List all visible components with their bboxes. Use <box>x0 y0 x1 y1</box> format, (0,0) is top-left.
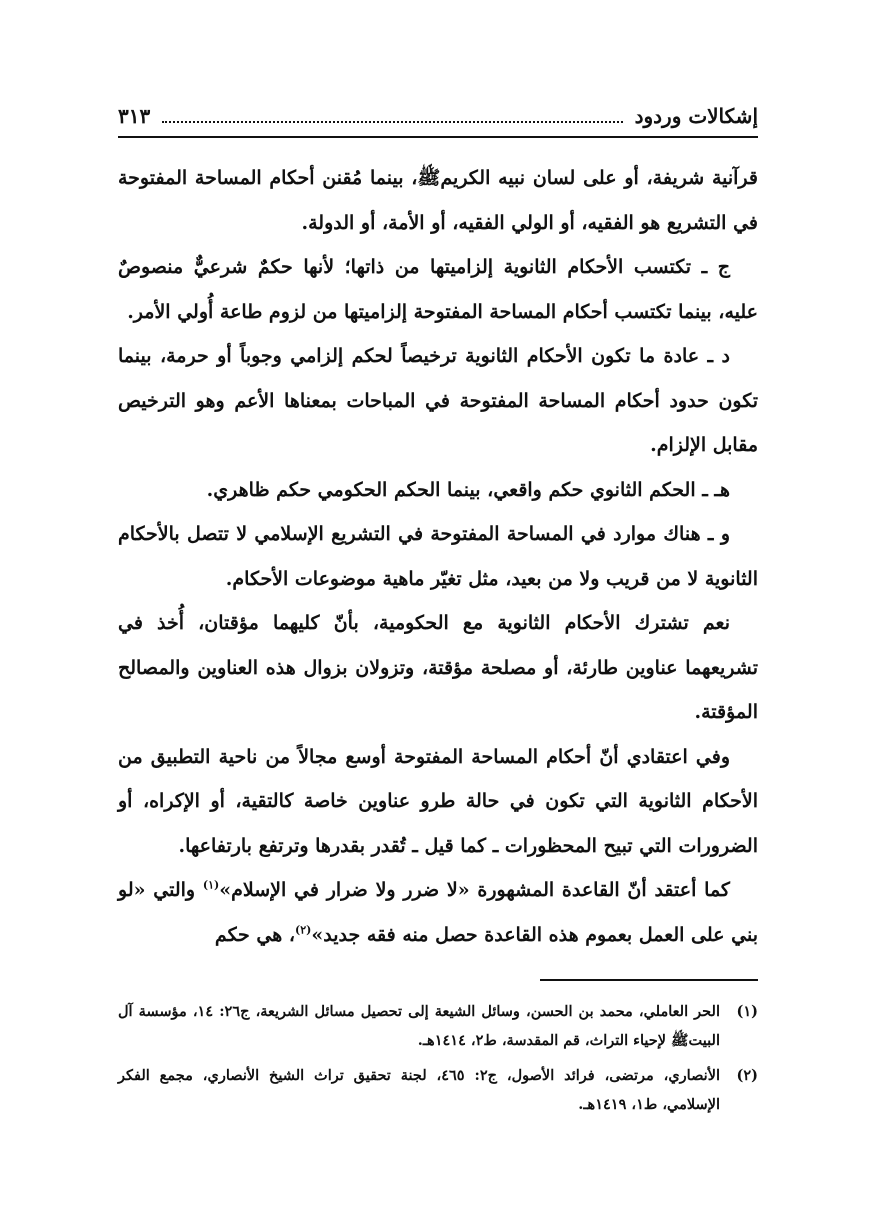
footnote-item <box>118 1061 758 1119</box>
footnote-item <box>118 997 758 1055</box>
paragraph-dal: د ـ عادة ما تكون الأحكام الثانوية ترخيصاً لحكم إلزامي وجوباً أو حرمة، بينما تكون حدود أحكام المساحة المفتوحة في المباحات بمعناها الأعم وهو الترخيص مقابل الإلزام. <box>118 345 758 456</box>
book-page <box>118 96 758 1125</box>
footnote-text: الأنصاري، مرتضى، فرائد الأصول، ج٢: ٤٦٥، لجنة تحقيق تراث الشيخ الأنصاري، مجمع الفكر الإسلامي، ط١، ١٤١٩هـ. <box>118 1067 720 1113</box>
footnote-ref-2[interactable]: (٢) <box>295 923 312 937</box>
footnotes <box>118 997 758 1119</box>
footnote-number: (٢) <box>736 1067 758 1084</box>
footnote-number: (١) <box>736 1003 758 1020</box>
body-text <box>118 156 758 957</box>
footnote-text: الحر العاملي، محمد بن الحسن، وسائل الشيعة إلى تحصيل مسائل الشريعة، ج٢٦: ١٤، مؤسسة آل البيتﷺ لإحياء التراث، قم المقدسة، ط٢، ١٤١٤هـ. <box>118 1003 720 1049</box>
no-harm-text-1: كما أعتقد أنّ القاعدة المشهورة «لا ضرر ولا ضرار في الإسلام» <box>219 879 730 901</box>
no-harm-text-2: والتي «لو بني على العمل بعموم هذه القاعدة حصل منه فقه جديد» <box>118 879 758 946</box>
paragraph-continuation: قرآنية شريفة، أو على لسان نبيه الكريمﷺ، بينما مُقنن أحكام المساحة المفتوحة في التشريع هو الفقيه، أو الولي الفقيه، أو الأمة، أو الدولة. <box>118 167 758 234</box>
paragraph-jim: ج ـ تكتسب الأحكام الثانوية إلزاميتها من ذاتها؛ لأنها حكمٌ شرعيٌّ منصوصٌ عليه، بينما تكتسب أحكام المساحة المفتوحة إلزاميتها من لزوم طاعة أُولي الأمر. <box>118 256 758 323</box>
footnote-divider <box>540 979 758 981</box>
paragraph-ha: هـ ـ الحكم الثانوي حكم واقعي، بينما الحكم الحكومي حكم ظاهري. <box>206 478 730 501</box>
header-title: إشكالات وردود <box>634 104 758 128</box>
header-leader-dots <box>162 99 622 123</box>
footnote-ref-1[interactable]: (١) <box>202 878 220 892</box>
no-harm-text-3: ، هي حكم <box>214 923 296 946</box>
paragraph-no-harm-rule <box>118 868 758 957</box>
paragraph-waw: و ـ هناك موارد في المساحة المفتوحة في التشريع الإسلامي لا تتصل بالأحكام الثانوية لا من قريب ولا من بعيد، مثل تغيّر ماهية موضوعات الأحكام. <box>118 523 758 590</box>
running-header <box>118 96 758 138</box>
page-number: ٣١٣ <box>118 104 151 128</box>
paragraph-naam: نعم تشترك الأحكام الثانوية مع الحكومية، بأنّ كليهما مؤقتان، أُخذ في تشريعهما عناوين طارئة، أو مصلحة مؤقتة، وتزولان بزوال هذه العناوين والمصالح المؤقتة. <box>118 612 758 723</box>
paragraph-opinion: وفي اعتقادي أنّ أحكام المساحة المفتوحة أوسع مجالاً من ناحية التطبيق من الأحكام الثانوية التي تكون في حالة طرو عناوين خاصة كالتقية، أو الإكراه، أو الضرورات التي تبيح المحظورات ـ كما قيل ـ تُقدر بقدرها وترتفع بارتفاعها. <box>118 745 758 857</box>
